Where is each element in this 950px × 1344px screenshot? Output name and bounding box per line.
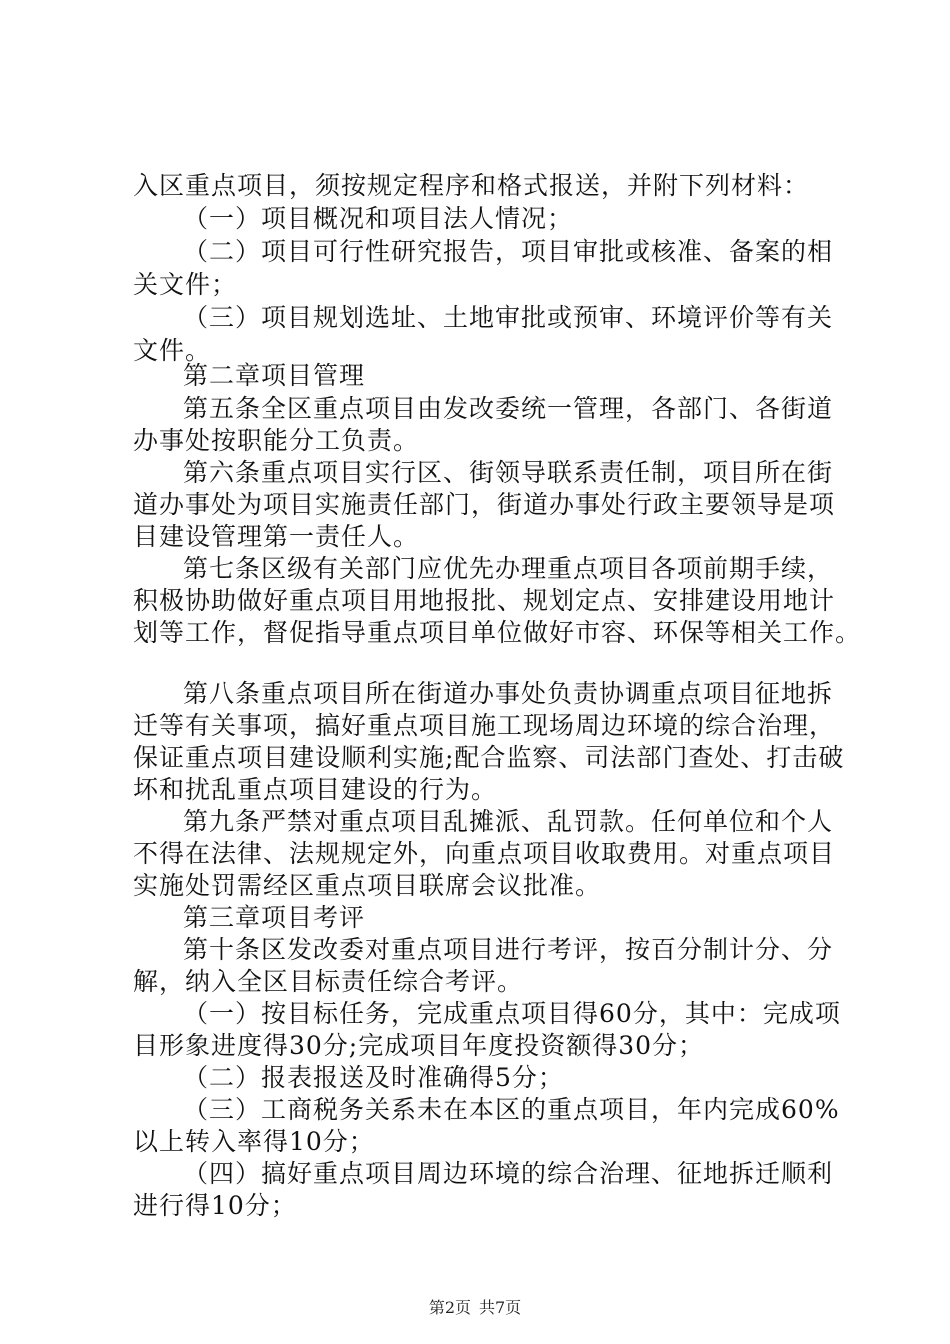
text-line: 解，纳入全区目标责任综合考评。 <box>133 967 524 996</box>
text-line: 入区重点项目，须按规定程序和格式报送，并附下列材料： <box>133 171 810 200</box>
text-line: 第七条区级有关部门应优先办理重点项目各项前期手续， <box>183 554 834 583</box>
text-line: 以上转入率得10分； <box>133 1127 375 1156</box>
page-number: 第2页 <box>428 1298 471 1317</box>
text-line: 坏和扰乱重点项目建设的行为。 <box>133 775 498 804</box>
text-line: 第六条重点项目实行区、街领导联系责任制，项目所在街 <box>183 458 834 487</box>
text-line: 办事处按职能分工负责。 <box>133 426 420 455</box>
text-line: 实施处罚需经区重点项目联席会议批准。 <box>133 871 602 900</box>
text-line: （一）项目概况和项目法人情况； <box>183 204 574 233</box>
chapter-heading: 第二章项目管理 <box>183 361 366 390</box>
text-line: 第八条重点项目所在街道办事处负责协调重点项目征地拆 <box>183 679 834 708</box>
text-line: 道办事处为项目实施责任部门，街道办事处行政主要领导是项 <box>133 490 836 519</box>
chapter-heading: 第三章项目考评 <box>183 903 366 932</box>
text-line: 第十条区发改委对重点项目进行考评，按百分制计分、分 <box>183 935 834 964</box>
text-line: 划等工作，督促指导重点项目单位做好市容、环保等相关工作。 <box>133 618 862 647</box>
text-line: （三）项目规划选址、土地审批或预审、环境评价等有关 <box>183 303 834 332</box>
text-line: 关文件； <box>133 270 238 299</box>
text-line: 文件。 <box>133 336 212 365</box>
text-line: 目建设管理第一责任人。 <box>133 522 420 551</box>
text-line: 进行得10分； <box>133 1191 297 1220</box>
text-line: 第九条严禁对重点项目乱摊派、乱罚款。任何单位和个人 <box>183 807 834 836</box>
text-line: 第五条全区重点项目由发改委统一管理，各部门、各街道 <box>183 394 834 423</box>
text-line: （二）项目可行性研究报告，项目审批或核准、备案的相 <box>183 237 834 266</box>
text-line: 不得在法律、法规规定外，向重点项目收取费用。对重点项目 <box>133 839 836 868</box>
text-line: （三）工商税务关系未在本区的重点项目，年内完成60% <box>183 1095 840 1124</box>
page-footer <box>0 1298 950 1318</box>
text-line: 积极协助做好重点项目用地报批、规划定点、安排建设用地计 <box>133 586 836 615</box>
text-line: 保证重点项目建设顺利实施;配合监察、司法部门查处、打击破 <box>133 743 845 772</box>
text-line: （二）报表报送及时准确得5分； <box>183 1063 564 1092</box>
page-total: 共7页 <box>479 1298 522 1317</box>
text-line: 迁等有关事项，搞好重点项目施工现场周边环境的综合治理， <box>133 711 836 740</box>
text-line: 目形象进度得30分;完成项目年度投资额得30分； <box>133 1031 705 1060</box>
text-line: （一）按目标任务，完成重点项目得60分，其中：完成项 <box>183 999 841 1028</box>
text-line: （四）搞好重点项目周边环境的综合治理、征地拆迁顺利 <box>183 1159 834 1188</box>
